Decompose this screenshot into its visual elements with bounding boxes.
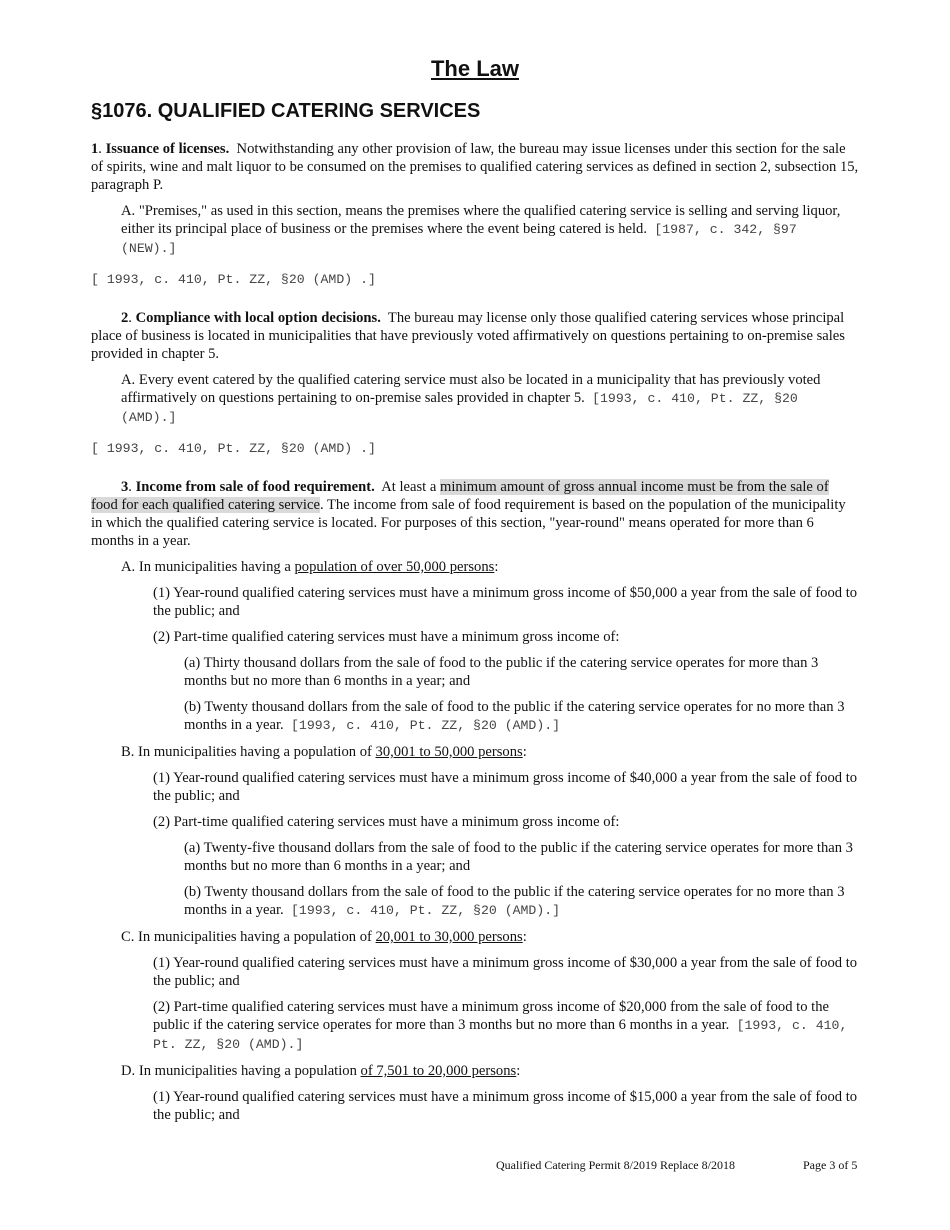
footer-page-number: Page 3 of 5	[803, 1158, 858, 1172]
paragraph-b-item-2a: (a) Twenty-five thousand dollars from the sale of food to the public if the catering service operates for more than 3 months but no more than 6 months in a year; and	[184, 840, 853, 874]
paragraph-d-heading: D. In municipalities having a population of 7,501 to 20,000 persons:	[121, 1063, 521, 1079]
paragraph-a-heading: A. In municipalities having a population of over 50,000 persons:	[121, 559, 499, 575]
subsection-1-history: [ 1993, c. 410, Pt. ZZ, §20 (AMD) .]	[91, 272, 376, 287]
paragraph-c-population: 20,001 to 30,000 persons	[375, 929, 523, 945]
page-title: The Law	[430, 56, 519, 81]
paragraph-a-item-1: (1) Year-round qualified catering services must have a minimum gross income of $50,000 a year from the sale of food to the public; and	[153, 585, 858, 619]
paragraph-c-item-2	[153, 998, 859, 1054]
subsection-2-history: [ 1993, c. 410, Pt. ZZ, §20 (AMD) .]	[91, 441, 376, 456]
paragraph-b-population: 30,001 to 50,000 persons	[375, 744, 523, 760]
footer-document-label: Qualified Catering Permit 8/2019 Replace 8/2018	[496, 1158, 735, 1172]
paragraph-d-prefix: D. In municipalities having a population	[121, 1063, 357, 1079]
subsection-1-paragraph-a	[121, 202, 859, 258]
subsection-1-number: 1	[91, 141, 99, 157]
paragraph-c-item-2-text: (2) Part-time qualified catering services must have a minimum gross income of $20,000 from the sale of food to the public if the catering service operates for more than 3 months but no more than 6 months in a year.	[153, 999, 830, 1033]
subsection-1-a-text: A. "Premises," as used in this section, means the premises where the qualified catering service is selling and serving liquor, either its principal place of business or the premises where the event being catered is held.	[121, 203, 841, 237]
subsection-1-text: Notwithstanding any other provision of law, the bureau may issue licenses under this section for the sale of spirits, wine and malt liquor to be consumed on the premises to qualified catering services as defined in section 2, subsection 15, paragraph P.	[91, 141, 859, 193]
subsection-1-heading: Issuance of licenses.	[105, 141, 230, 157]
paragraph-c-heading: C. In municipalities having a population of 20,001 to 30,000 persons:	[121, 929, 527, 945]
subsection-2-a-citation: [1993, c. 410, Pt. ZZ, §20 (AMD).]	[121, 391, 798, 425]
subsection-3-number: 3	[121, 479, 129, 495]
subsection-3-highlighted-text: minimum amount of gross annual income must be from the sale of food for each qualified catering service	[91, 479, 829, 513]
subsection-2-text: The bureau may license only those qualified catering services whose principal place of business is located in municipalities that have previously voted affirmatively on questions pertaining to on-premise sales provided in chapter 5.	[91, 310, 845, 362]
paragraph-d-population: of 7,501 to 20,000 persons	[360, 1063, 517, 1079]
paragraph-a-item-2b	[184, 698, 859, 735]
paragraph-b-item-2b-text: (b) Twenty thousand dollars from the sale of food to the public if the catering service operates for no more than 3 months in a year.	[184, 884, 845, 918]
subsection-2-paragraph-a	[121, 371, 859, 427]
subsection-1-a-citation: [1987, c. 342, §97 (NEW).]	[121, 222, 797, 256]
subsection-3-intro-post: . The income from sale of food requirement is based on the population of the municipality in which the qualified catering service is located. For purposes of this section, "year-round" means operated for more than 6 months in a year.	[91, 497, 846, 549]
paragraph-c-citation: [1993, c. 410, Pt. ZZ, §20 (AMD).]	[153, 1018, 848, 1052]
paragraph-b-citation: [1993, c. 410, Pt. ZZ, §20 (AMD).]	[291, 903, 561, 918]
paragraph-b-item-2: (2) Part-time qualified catering services must have a minimum gross income of:	[153, 814, 620, 830]
paragraph-d-item-1: (1) Year-round qualified catering services must have a minimum gross income of $15,000 a year from the sale of food to the public; and	[153, 1089, 858, 1123]
subsection-2-heading: Compliance with local option decisions.	[135, 310, 381, 326]
paragraph-b-prefix: B. In municipalities having a population of	[121, 744, 372, 760]
paragraph-a-prefix: A. In municipalities having a	[121, 559, 291, 575]
paragraph-a-citation: [1993, c. 410, Pt. ZZ, §20 (AMD).]	[291, 718, 561, 733]
subsection-3-heading: Income from sale of food requirement.	[135, 479, 375, 495]
paragraph-c-item-1: (1) Year-round qualified catering services must have a minimum gross income of $30,000 a year from the sale of food to the public; and	[153, 955, 858, 989]
subsection-2-a-text: A. Every event catered by the qualified catering service must also be located in a municipality that has previously voted affirmatively on questions pertaining to on-premise sales provided in chapter 5.	[121, 372, 821, 406]
document-body	[91, 140, 859, 1132]
paragraph-a-item-2: (2) Part-time qualified catering services must have a minimum gross income of:	[153, 629, 620, 645]
subsection-3-intro-pre: At least a	[381, 479, 437, 495]
paragraph-b-item-2b	[184, 883, 859, 920]
paragraph-a-population: population of over 50,000 persons	[294, 559, 495, 575]
paragraph-b-item-1: (1) Year-round qualified catering services must have a minimum gross income of $40,000 a year from the sale of food to the public; and	[153, 770, 858, 804]
subsection-1: 1. Issuance of licenses. Notwithstanding any other provision of law, the bureau may issue licenses under this section for the sale of spirits, wine and malt liquor to be consumed on the premises to qualified catering services as defined in section 2, subsection 15, paragraph P.	[91, 141, 859, 193]
paragraph-c-prefix: C. In municipalities having a population of	[121, 929, 372, 945]
paragraph-a-item-2a: (a) Thirty thousand dollars from the sale of food to the public if the catering service operates for more than 3 months but no more than 6 months in a year; and	[184, 655, 819, 689]
subsection-3: 3. Income from sale of food requirement. At least a minimum amount of gross annual income must be from the sale of food for each qualified catering service. The income from sale of food requirement is based on the population of the municipality in which the qualified catering service is located. For purposes of this section, "year-round" means operated for more than 6 months in a year.	[91, 479, 846, 549]
subsection-2-number: 2	[121, 310, 129, 326]
paragraph-a-item-2b-text: (b) Twenty thousand dollars from the sale of food to the public if the catering service operates for no more than 3 months in a year.	[184, 699, 845, 733]
paragraph-b-heading: B. In municipalities having a population of 30,001 to 50,000 persons:	[121, 744, 527, 760]
section-title: §1076. QUALIFIED CATERING SERVICES	[91, 100, 481, 122]
subsection-2: 2. Compliance with local option decisions. The bureau may license only those qualified catering services whose principal place of business is located in municipalities that have previously voted affirmatively on questions pertaining to on-premise sales provided in chapter 5.	[91, 310, 845, 362]
